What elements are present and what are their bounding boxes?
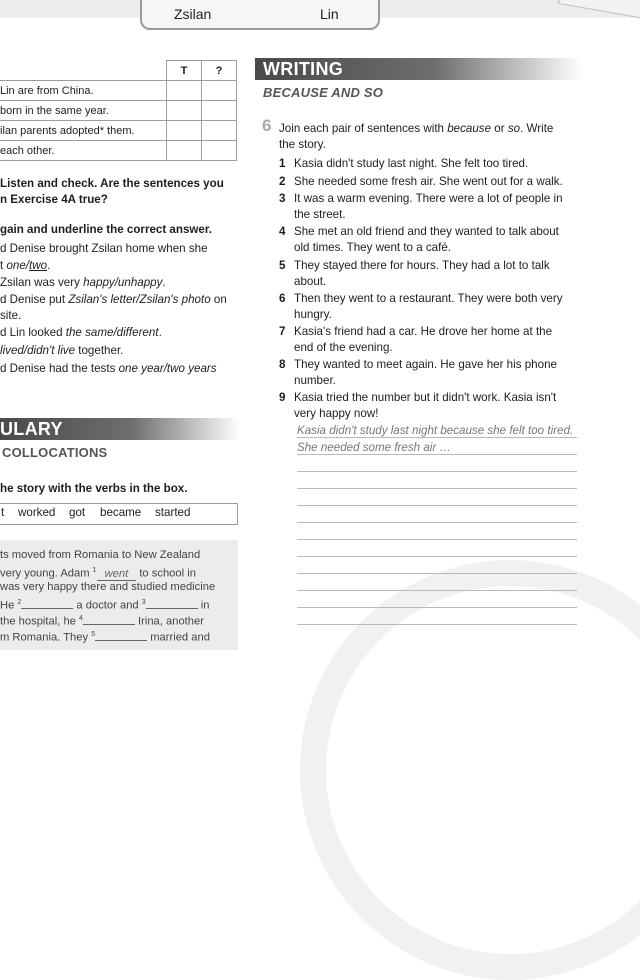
gap-number: 3	[141, 599, 146, 606]
item-text: on	[210, 293, 227, 306]
word-box-item: worked	[18, 506, 56, 519]
item-number: 4	[279, 225, 286, 238]
answer-box-unknown[interactable]	[202, 121, 237, 141]
item-number: 3	[279, 192, 286, 205]
writing-line[interactable]	[297, 454, 577, 455]
answer-item-6	[0, 360, 217, 377]
item-text: d Denise put	[0, 293, 69, 306]
answer-item-5	[0, 342, 123, 359]
story-text: m Romania. They	[0, 631, 92, 644]
sentence-item: Then they went to a restaurant. They were both very	[294, 292, 563, 305]
sentence-item-cont: about.	[294, 275, 327, 288]
item-text: .	[158, 326, 162, 339]
story-text: to school in	[136, 567, 196, 580]
sentence-item: She needed some fresh air. She went out for a walk.	[294, 175, 563, 188]
photo-caption-card	[140, 0, 380, 30]
statement: Lin are from China.	[0, 81, 167, 101]
story-text: the hospital, he	[0, 615, 79, 628]
story-text: Irina, another	[134, 615, 204, 628]
answer-box-true[interactable]	[167, 101, 202, 121]
story-text: a doctor and	[73, 599, 142, 612]
sentence-item: Kasia's friend had a car. He drove her home at the	[294, 325, 553, 338]
story-box	[0, 540, 238, 650]
option-choice[interactable]: the same/different	[65, 326, 159, 339]
gap-blank[interactable]	[83, 612, 135, 625]
option-choice[interactable]: happy/unhappy	[83, 276, 163, 289]
sentence-item: They stayed there for hours. They had a lot to talk	[294, 259, 550, 272]
writing-line[interactable]	[297, 522, 577, 523]
header-true: T	[167, 61, 202, 81]
writing-line[interactable]	[297, 573, 577, 574]
story-line: was very happy there and studied medicine	[0, 581, 216, 593]
sentence-item-cont: the street.	[294, 208, 346, 221]
story-line	[0, 627, 210, 646]
sentence-item-cont: old times. They went to a café.	[294, 241, 452, 254]
gap-number: 5	[91, 631, 96, 638]
exercise-instruction-line2: the story.	[279, 138, 326, 151]
example-answer-2: She needed some fresh air …	[297, 441, 452, 454]
writing-line[interactable]	[297, 590, 577, 591]
instruction-text: Join each pair of sentences with	[279, 122, 448, 135]
item-number: 1	[279, 157, 286, 170]
option-choice[interactable]: one year/two years	[118, 362, 217, 375]
answer-item-3b: site.	[0, 309, 22, 322]
item-text: d Lin looked	[0, 326, 66, 339]
word-box-item: got	[69, 506, 86, 519]
table-header-blank	[0, 61, 167, 81]
writing-line[interactable]	[297, 556, 577, 557]
answer-box-true[interactable]	[167, 81, 202, 101]
story-line: ts moved from Romania to New Zealand	[0, 549, 201, 561]
writing-line[interactable]	[297, 505, 577, 506]
answer-box-unknown[interactable]	[202, 141, 237, 161]
option-choice[interactable]: Zsilan's letter/Zsilan's photo	[68, 293, 211, 306]
background-arc	[300, 560, 640, 980]
word-box-item: became	[100, 506, 142, 519]
option-separator: /	[25, 259, 30, 272]
option-choice[interactable]: lived/didn't live	[0, 344, 76, 357]
option-two[interactable]: two	[29, 259, 48, 272]
option-one[interactable]: one	[6, 259, 26, 272]
gap-blank[interactable]	[146, 596, 198, 609]
gap-number: 1	[92, 567, 97, 574]
table-row	[0, 101, 237, 121]
item-text: d Denise had the tests	[0, 362, 119, 375]
sentence-item-cont: very happy now!	[294, 407, 379, 420]
item-number: 2	[279, 175, 286, 188]
sentence-item: It was a warm evening. There were a lot of people in	[294, 192, 563, 205]
story-text: very young. Adam	[0, 567, 93, 580]
gap-answer-example: went	[97, 568, 137, 581]
table-row	[0, 121, 237, 141]
answer-box-true[interactable]	[167, 141, 202, 161]
table-header-row	[0, 61, 237, 81]
gap-number: 2	[17, 599, 22, 606]
underline-instruction: gain and underline the correct answer.	[0, 223, 212, 236]
story-text: married and	[147, 631, 210, 644]
header-unknown: ?	[202, 61, 237, 81]
story-instruction: he story with the verbs in the box.	[0, 482, 188, 495]
item-text: t	[0, 259, 7, 272]
instruction-because: because	[447, 122, 492, 135]
instruction-text: or	[491, 122, 508, 135]
writing-header: WRITING	[255, 58, 583, 80]
caption-lin: Lin	[320, 6, 339, 22]
listen-instruction-line1: Listen and check. Are the sentences you	[0, 177, 224, 190]
sentence-item-cont: end of the evening.	[294, 341, 393, 354]
statement: ilan parents adopted* them.	[0, 121, 167, 141]
item-text: .	[47, 259, 51, 272]
item-number: 6	[279, 292, 286, 305]
instruction-text: . Write	[520, 122, 554, 135]
sentence-item: Kasia didn't study last night. She felt too tired.	[294, 157, 529, 170]
sentence-item-cont: number.	[294, 374, 336, 387]
word-box-item: started	[155, 506, 191, 519]
vocabulary-header: ULARY	[0, 418, 240, 440]
sentence-item: She met an old friend and they wanted to talk about	[294, 225, 559, 238]
answer-item-4	[0, 324, 162, 341]
answer-box-unknown[interactable]	[202, 101, 237, 121]
example-answer-1: Kasia didn't study last night because she felt too tired.	[297, 424, 574, 437]
sentence-item-cont: hungry.	[294, 308, 332, 321]
sentence-item: Kasia tried the number but it didn't work. Kasia isn't	[294, 391, 557, 404]
gap-blank[interactable]	[95, 628, 147, 641]
item-number: 9	[279, 391, 286, 404]
answer-box-true[interactable]	[167, 121, 202, 141]
story-text: He	[0, 599, 18, 612]
word-box	[0, 503, 238, 525]
true-false-table	[0, 60, 237, 161]
writing-line[interactable]	[297, 488, 577, 489]
table-row	[0, 81, 237, 101]
writing-line[interactable]	[297, 624, 577, 625]
word-box-item: t	[1, 506, 5, 519]
writing-line[interactable]	[297, 471, 577, 472]
item-number: 5	[279, 259, 286, 272]
statement: born in the same year.	[0, 101, 167, 121]
caption-zsilan: Zsilan	[174, 6, 212, 22]
gap-number: 4	[79, 615, 83, 622]
statement: each other.	[0, 141, 167, 161]
item-text: together.	[75, 344, 124, 357]
answer-item-2	[0, 274, 166, 291]
gap-blank[interactable]	[21, 596, 73, 609]
answer-item-1b	[0, 257, 50, 274]
writing-line[interactable]	[297, 539, 577, 540]
exercise-number: 6	[262, 116, 272, 135]
instruction-so: so	[507, 122, 521, 135]
table-row	[0, 141, 237, 161]
item-text: .	[162, 276, 166, 289]
item-number: 8	[279, 358, 286, 371]
writing-line[interactable]	[297, 607, 577, 608]
because-and-so-subheading: BECAUSE AND SO	[263, 85, 384, 100]
collocations-subheading: COLLOCATIONS	[2, 445, 108, 460]
listen-instruction-line2: n Exercise 4A true?	[0, 193, 108, 206]
answer-item-3	[0, 291, 227, 308]
exercise-instruction	[279, 120, 553, 137]
answer-box-unknown[interactable]	[202, 81, 237, 101]
story-text: in	[197, 599, 210, 612]
answer-item-1a: d Denise brought Zsilan home when she	[0, 242, 208, 255]
writing-line[interactable]	[297, 437, 577, 438]
item-text: Zsilan was very	[0, 276, 84, 289]
item-number: 7	[279, 325, 286, 338]
sentence-item: They wanted to meet again. He gave her his phone	[294, 358, 557, 371]
